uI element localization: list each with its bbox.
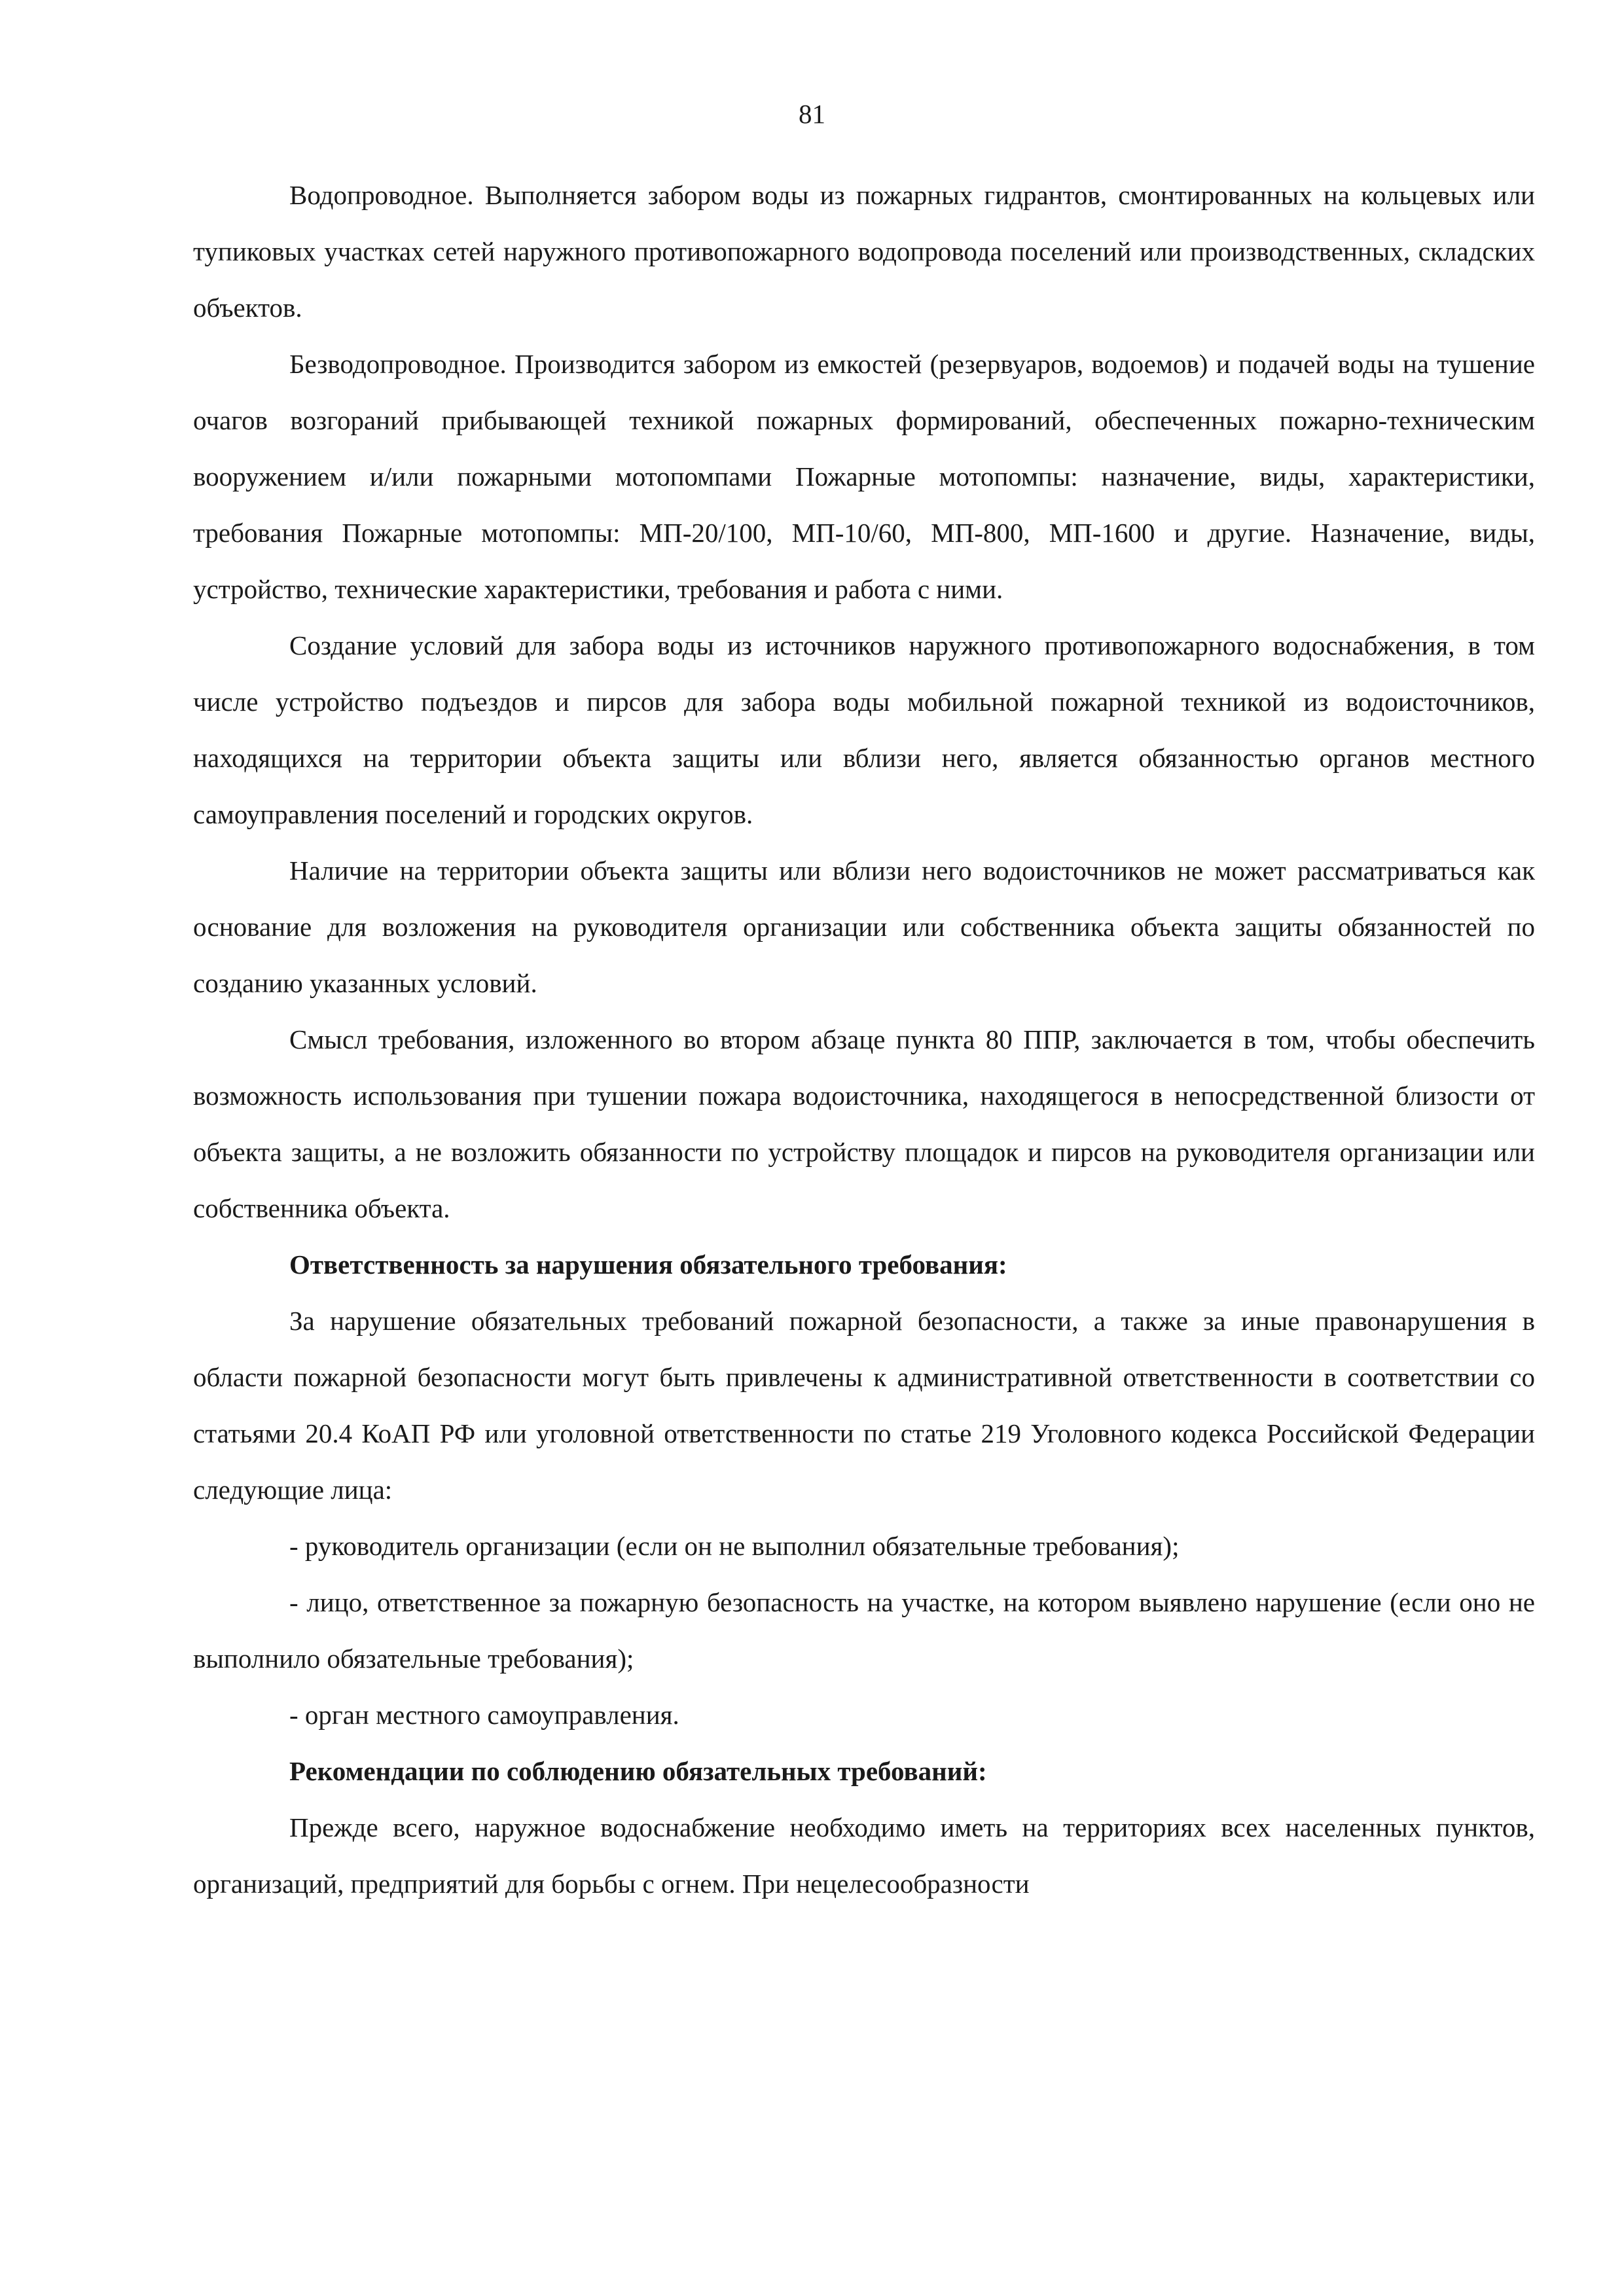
responsibility-item: - лицо, ответственное за пожарную безопасность на участке, на котором выявлено нарушение (если оно не выполнило обязательные требования); <box>193 1587 1535 1674</box>
paragraph-conditions: Создание условий для забора воды из источников наружного противопожарного водоснабжения, в том числе устройство подъездов и пирсов для забора воды мобильной пожарной техникой из водоисточников, находящихся на территории объекта защиты или вблизи него, является обязанностью органов местного самоуправления поселений и городских округов. <box>193 630 1535 829</box>
paragraph-water-supply: Водопроводное. Выполняется забором воды из пожарных гидрантов, смонтированных на кольцевых или тупиковых участках сетей наружного противопожарного водопровода поселений или производственных, складских объектов. <box>193 180 1535 323</box>
recommendations-text: Прежде всего, наружное водоснабжение необходимо иметь на территориях всех населенных пунктов, организаций, предприятий для борьбы с огнем. При нецелесообразности <box>193 1812 1535 1899</box>
responsibility-heading: Ответственность за нарушения обязательного требования: <box>289 1249 1007 1280</box>
paragraph-meaning: Смысл требования, изложенного во втором абзаце пункта 80 ППР, заключается в том, чтобы обеспечить возможность использования при тушении пожара водоисточника, находящегося в непосредственной близости от объекта защиты, а не возложить обязанности по устройству площадок и пирсов на руководителя организации или собственника объекта. <box>193 1024 1535 1223</box>
responsibility-intro: За нарушение обязательных требований пожарной безопасности, а также за иные правонарушения в области пожарной безопасности могут быть привлечены к административной ответственности в соответствии со статьями 20.4 КоАП РФ или уголовной ответственности по статье 219 Уголовного кодекса Российской Федерации следующие лица: <box>193 1306 1535 1505</box>
responsibility-item: - орган местного самоуправления. <box>289 1700 679 1730</box>
responsibility-item: - руководитель организации (если он не выполнил обязательные требования); <box>289 1531 1180 1561</box>
page-number: 81 <box>799 99 825 129</box>
document-body <box>193 167 1535 1912</box>
paragraph-presence: Наличие на территории объекта защиты или вблизи него водоисточников не может рассматриваться как основание для возложения на руководителя организации или собственника объекта защиты обязанностей по созданию указанных условий. <box>193 855 1535 998</box>
paragraph-non-water-supply: Безводопроводное. Производится забором из емкостей (резервуаров, водоемов) и подачей воды на тушение очагов возгораний прибывающей техникой пожарных формирований, обеспеченных пожарно-техническим вооружением и/или пожарными мотопомпами Пожарные мотопомпы: назначение, виды, характеристики, требования Пожарные мотопомпы: МП-20/100, МП-10/60, МП-800, МП-1600 и другие. Назначение, виды, устройство, технические характеристики, требования и работа с ними. <box>193 349 1535 604</box>
recommendations-heading: Рекомендации по соблюдению обязательных требований: <box>289 1756 987 1786</box>
